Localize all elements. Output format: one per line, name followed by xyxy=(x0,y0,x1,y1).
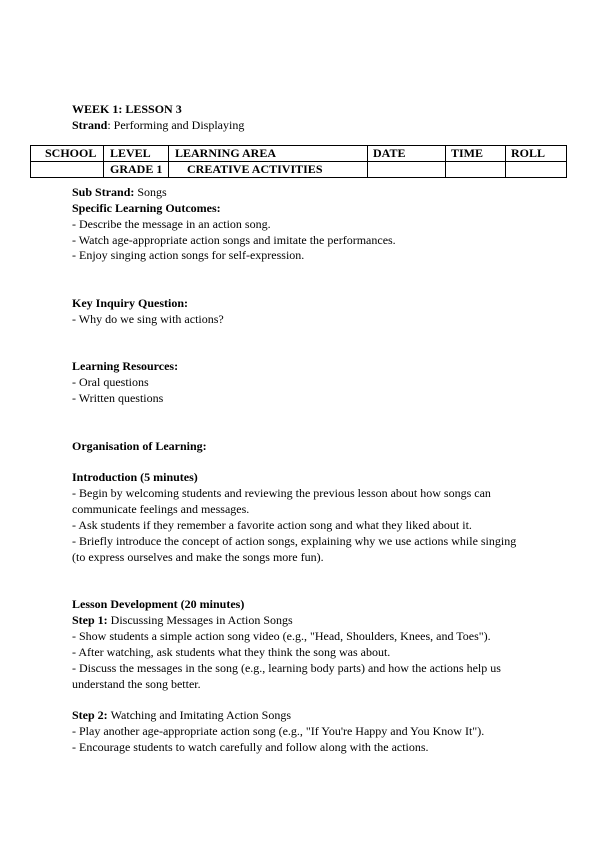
list-item: - Written questions xyxy=(72,391,164,406)
spacer xyxy=(72,455,582,471)
lesson-body xyxy=(72,185,582,756)
cell-time xyxy=(446,162,506,178)
step-2-line xyxy=(72,708,582,724)
cell-level: GRADE 1 xyxy=(104,162,169,178)
cell-roll xyxy=(506,162,567,178)
step-1-title: Discussing Messages in Action Songs xyxy=(110,613,293,628)
spacer xyxy=(72,264,582,280)
strand-line xyxy=(72,118,572,134)
sub-strand-value: Songs xyxy=(137,185,167,199)
step-2-label: Step 2: xyxy=(72,708,108,723)
header-school: SCHOOL xyxy=(31,146,104,162)
list-item: - Play another age-appropriate action song (e.g., "If You're Happy and You Know It"). xyxy=(72,724,485,739)
key-inquiry-heading: Key Inquiry Question: xyxy=(72,296,189,311)
lesson-info-table xyxy=(30,145,567,178)
list-item: - Encourage students to watch carefully and follow along with the actions. xyxy=(72,740,429,755)
step-2-title: Watching and Imitating Action Songs xyxy=(110,708,292,723)
specific-outcomes-heading: Specific Learning Outcomes: xyxy=(72,200,221,215)
header-date: DATE xyxy=(368,146,446,162)
list-item: - Discuss the messages in the song (e.g., learning body parts) and how the actions help us understand the song better. xyxy=(72,660,501,691)
week-lesson-title: WEEK 1: LESSON 3 xyxy=(72,102,182,116)
learning-resources-heading: Learning Resources: xyxy=(72,359,179,374)
sub-strand-line xyxy=(72,185,582,201)
step-1-line xyxy=(72,613,582,629)
list-item: - Briefly introduce the concept of action songs, explaining why we use actions while singing (to express ourselves and make the songs more fun). xyxy=(72,533,517,564)
list-item: - After watching, ask students what they think the song was about. xyxy=(72,644,391,659)
list-item: - Show students a simple action song video (e.g., "Head, Shoulders, Knees, and Toes"). xyxy=(72,629,491,644)
lesson-header xyxy=(72,102,572,134)
step-1-label: Step 1: xyxy=(72,613,108,628)
spacer xyxy=(72,566,582,582)
cell-learning-area: CREATIVE ACTIVITIES xyxy=(169,162,368,178)
spacer xyxy=(72,693,582,709)
sub-strand-label: Sub Strand: xyxy=(72,185,135,199)
spacer xyxy=(72,280,582,296)
list-item: - Enjoy singing action songs for self-expression. xyxy=(72,248,305,263)
lesson-development-heading: Lesson Development (20 minutes) xyxy=(72,597,245,612)
cell-date xyxy=(368,162,446,178)
table-header-row xyxy=(31,146,567,162)
header-level: LEVEL xyxy=(104,146,169,162)
spacer xyxy=(72,344,582,360)
spacer xyxy=(72,407,582,423)
header-time: TIME xyxy=(446,146,506,162)
list-item: - Why do we sing with actions? xyxy=(72,311,224,326)
header-roll: ROLL xyxy=(506,146,567,162)
strand-label: Strand xyxy=(72,117,108,132)
spacer xyxy=(72,328,582,344)
header-learning-area: LEARNING AREA xyxy=(169,146,368,162)
spacer xyxy=(72,581,582,597)
introduction-heading: Introduction (5 minutes) xyxy=(72,470,198,485)
list-item: - Describe the message in an action song. xyxy=(72,216,271,231)
list-item: - Ask students if they remember a favorite action song and what they liked about it. xyxy=(72,518,472,533)
table-row xyxy=(31,162,567,178)
list-item: - Watch age-appropriate action songs and imitate the performances. xyxy=(72,232,396,247)
list-item: - Oral questions xyxy=(72,375,149,390)
list-item: - Begin by welcoming students and reviewing the previous lesson about how songs can communicate feelings and messages. xyxy=(72,486,491,517)
cell-school xyxy=(31,162,104,178)
organisation-heading: Organisation of Learning: xyxy=(72,438,207,453)
strand-value: : Performing and Displaying xyxy=(107,117,245,132)
spacer xyxy=(72,423,582,439)
